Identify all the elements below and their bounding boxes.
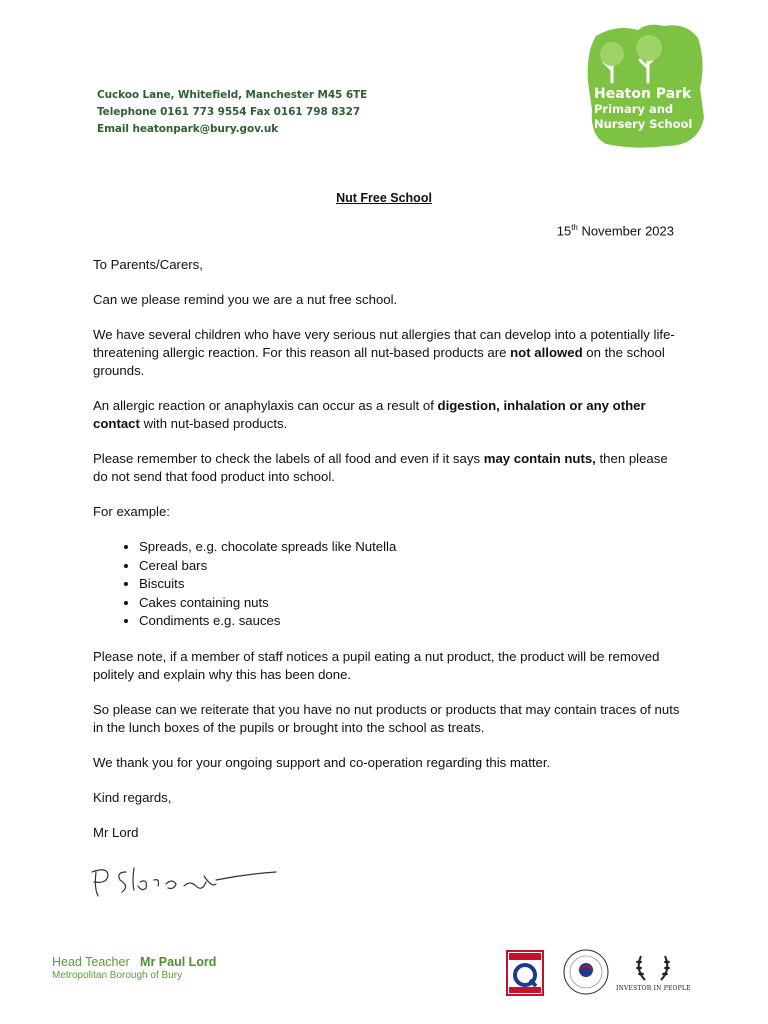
date-suffix: th [571, 223, 578, 232]
logo-line-1: Heaton Park [594, 86, 692, 102]
list-item: • Cereal bars [139, 557, 683, 576]
email-line: Email heatonpark@bury.gov.uk [97, 123, 279, 135]
list-item: • Condiments e.g. sauces [139, 612, 683, 631]
list-item: • Spreads, e.g. chocolate spreads like Nutella [139, 538, 683, 557]
date-day: 15 [556, 223, 572, 239]
signature-image [86, 858, 286, 902]
paragraph-2 [93, 326, 683, 380]
logo-line-2: Primary and [594, 102, 674, 116]
head-teacher-name: Mr Paul Lord [140, 955, 217, 969]
p2-bold: not allowed [510, 345, 583, 360]
letter-title: Nut Free School [336, 191, 432, 205]
sender-name: Mr Lord [93, 824, 139, 840]
letter-body [93, 256, 683, 859]
logo-line-3: Nursery School [594, 117, 693, 131]
closing: Kind regards, [93, 789, 172, 805]
investor-in-people-laurel-icon [633, 950, 673, 984]
paragraph-5: Please note, if a member of staff notices a pupil eating a nut product, the product will be removed politely and explain why this has been done. [93, 648, 660, 682]
address-line: Cuckoo Lane, Whitefield, Manchester M45 6TE [97, 89, 368, 101]
list-item: • Cakes containing nuts [139, 594, 683, 613]
paragraph-1: Can we please remind you we are a nut free school. [93, 292, 398, 307]
p4-bold: may contain nuts, [483, 451, 596, 466]
p2-text-a: We have several children who have very serious nut allergies that can develop into a potentially life-threatening allergic reaction. For this reason all nut-based products are [93, 327, 675, 360]
role-label: Head Teacher [52, 955, 130, 969]
p3-text-b: with nut-based products. [139, 416, 288, 431]
head-teacher-line [52, 955, 216, 969]
school-address-block [97, 87, 367, 138]
paragraph-4 [93, 450, 683, 486]
list-item: • Biscuits [139, 575, 683, 594]
p3-text-a: An allergic reaction or anaphylaxis can occur as a result of [93, 398, 438, 413]
borough-label: Metropolitan Borough of Bury [52, 970, 183, 981]
p2-text-b: on the school grounds. [93, 345, 665, 378]
p3-bold: digestion, inhalation or any other contact [93, 398, 646, 431]
quality-mark-badge [506, 950, 544, 996]
footer-block [52, 955, 216, 981]
phone-line: Telephone 0161 773 9554 Fax 0161 798 8327 [97, 106, 361, 118]
salutation: To Parents/Carers, [93, 257, 203, 272]
paragraph-7: We thank you for your ongoing support and co-operation regarding this matter. [93, 754, 551, 770]
examples-list [93, 538, 683, 631]
paragraph-6: So please can we reiterate that you have no nut products or products that may contain traces of nuts in the lunch boxes of the pupils or brought into the school as treats. [93, 701, 680, 735]
p4-text-a: Please remember to check the labels of all food and even if it says [93, 451, 484, 466]
school-logo-text [594, 87, 706, 132]
paragraph-3 [93, 397, 683, 433]
p4-text-b: then please do not send that food product into school. [93, 451, 668, 484]
example-intro: For example: [93, 504, 170, 519]
letter-date [557, 223, 674, 238]
activemark-badge [562, 948, 610, 996]
date-rest: November 2023 [577, 223, 674, 239]
investor-in-people-label: INVESTOR IN PEOPLE [616, 985, 691, 992]
